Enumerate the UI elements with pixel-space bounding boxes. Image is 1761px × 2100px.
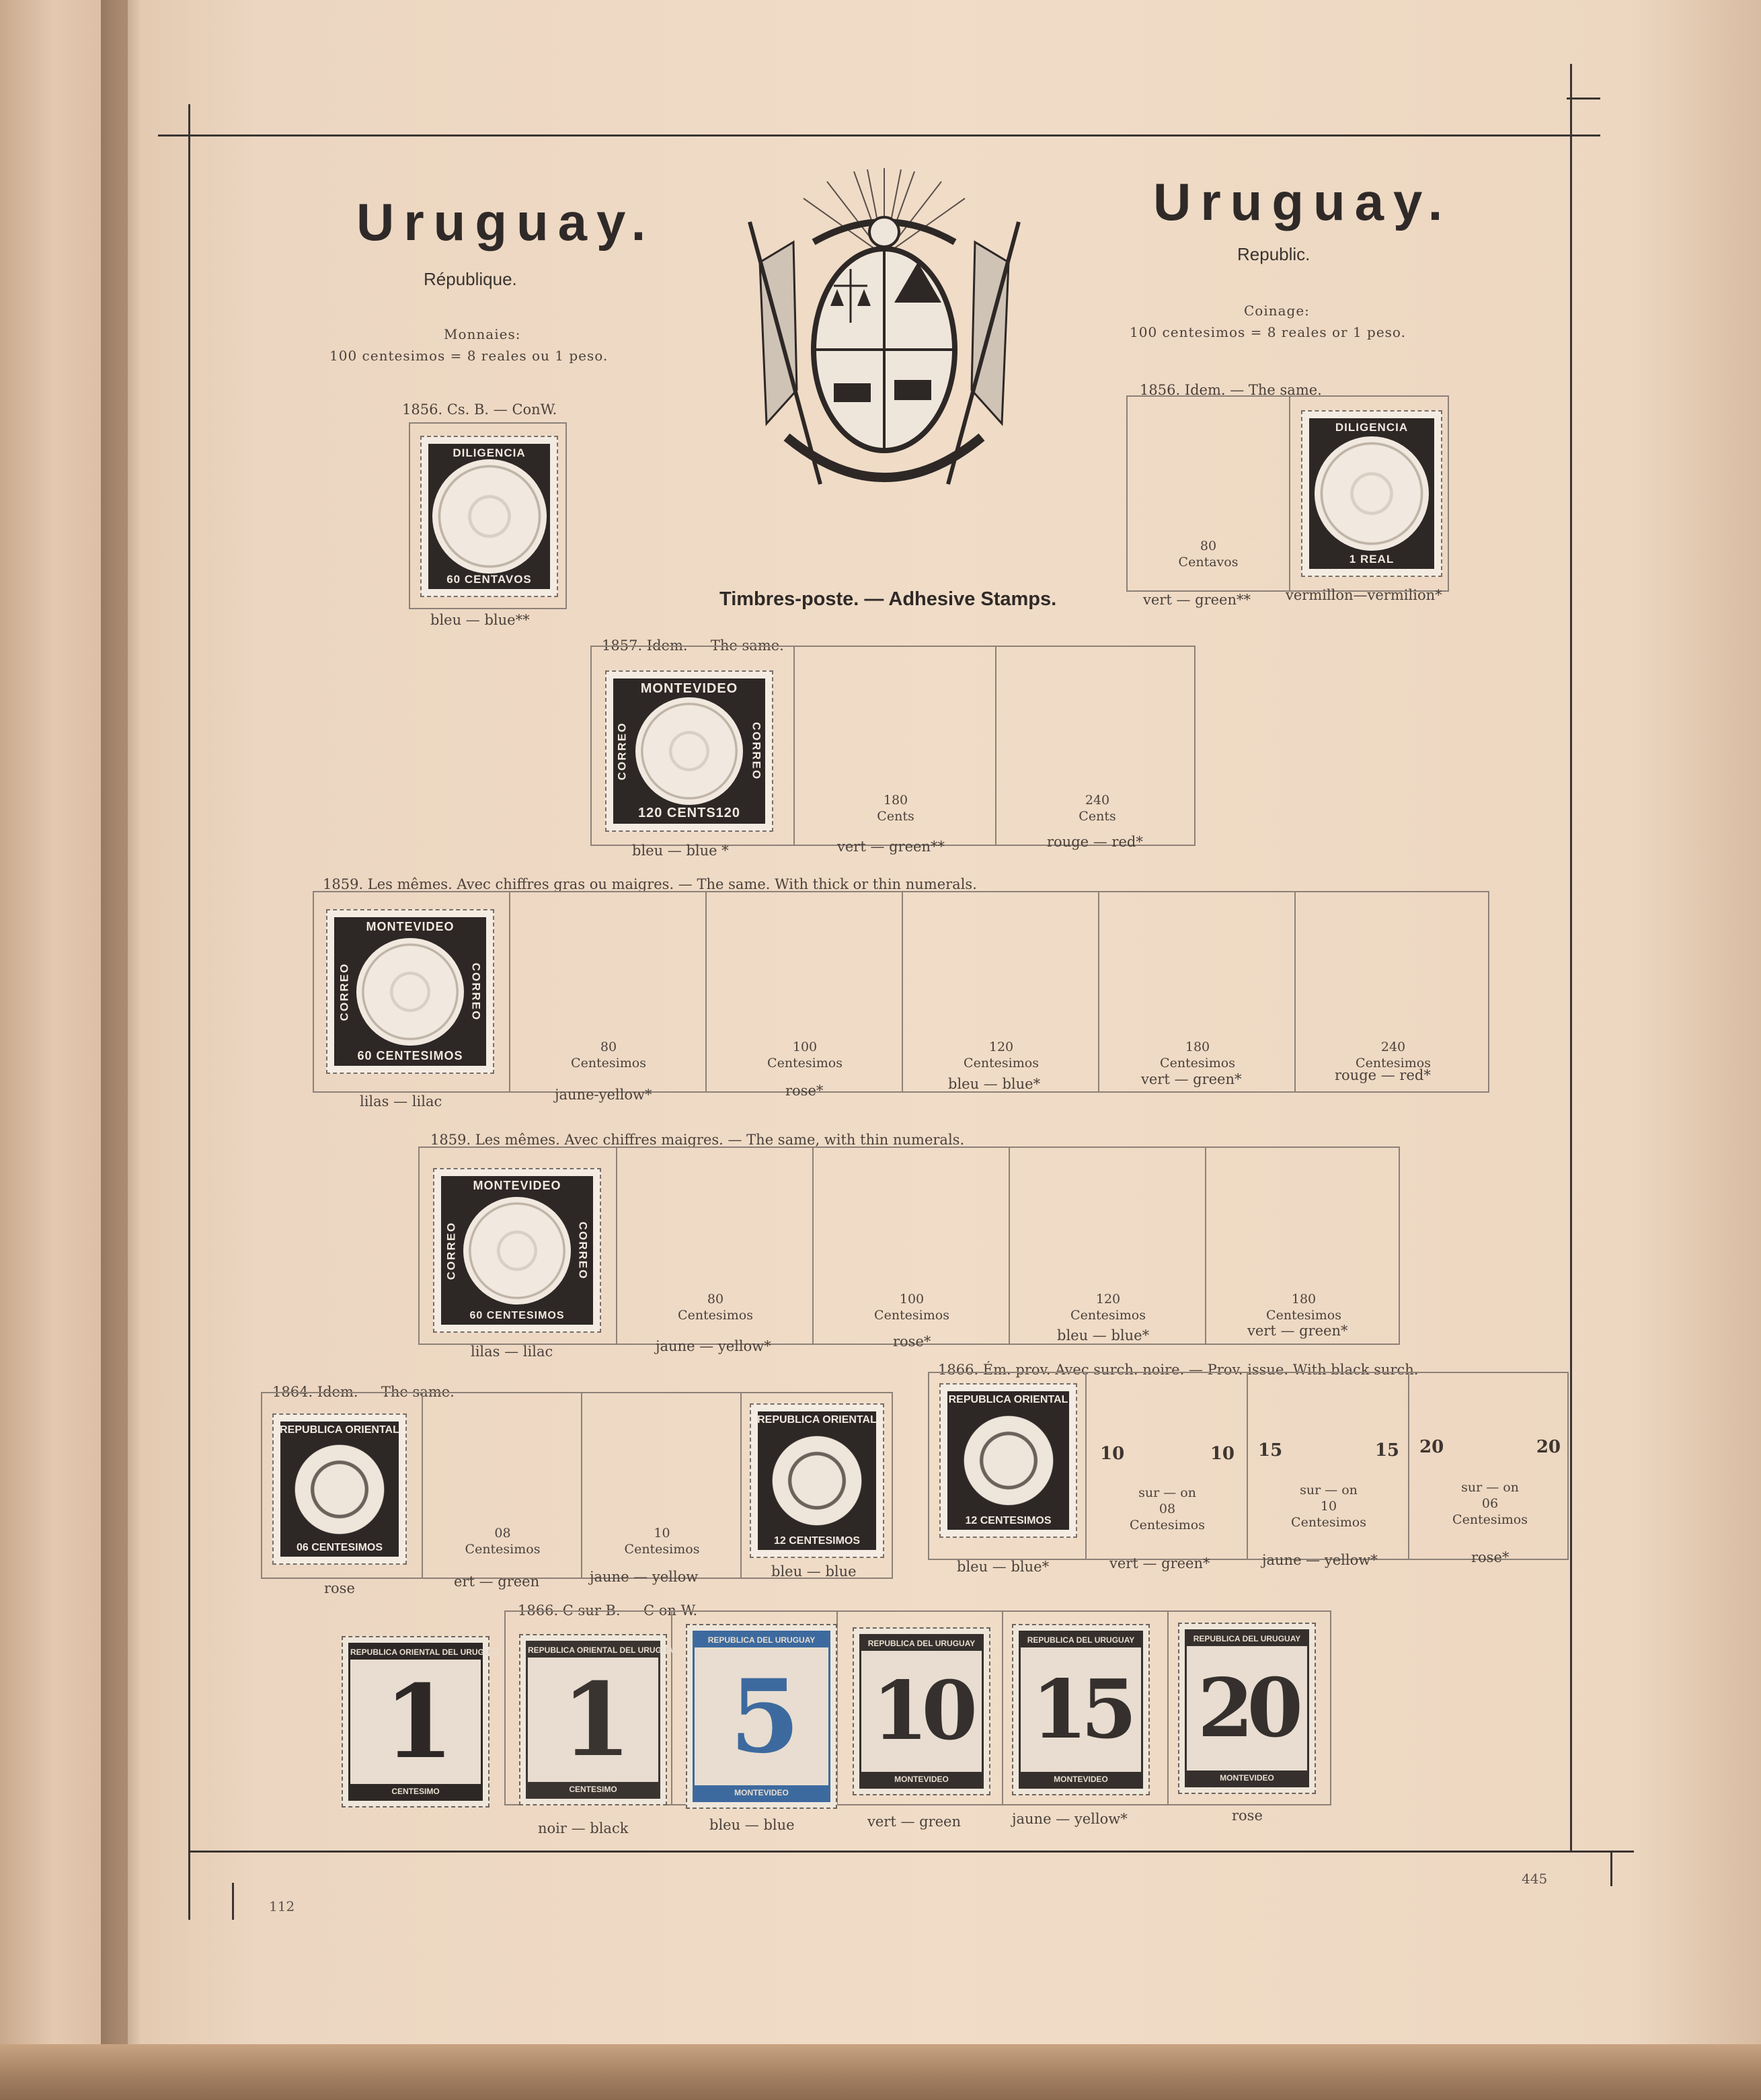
stamp-1864-06-centesimos (272, 1413, 407, 1565)
book-bottom-edge (0, 2044, 1761, 2100)
row-1856-color-label: bleu — blue** (430, 612, 530, 628)
stamp-1866-numeral-10 (853, 1627, 990, 1795)
stamp-1856-60-centavos (420, 436, 558, 597)
sun-emblem (432, 459, 547, 574)
right-page-number: 445 (1522, 1871, 1548, 1887)
row-1866b-color-6: rose (1232, 1807, 1263, 1824)
slot-unit: Centesimos (1356, 1056, 1431, 1071)
stamp-numeral: 1 (383, 1662, 448, 1781)
stamp-frame-1864 (261, 1392, 893, 1579)
bottom-border-rule (188, 1851, 1634, 1853)
left-subtitle: République. (424, 269, 517, 289)
stamp-bottom-text: 1 REAL (1349, 553, 1395, 566)
empty-slot-100-centesimos (705, 892, 903, 1091)
surcharge-slot-10 (1085, 1373, 1248, 1559)
stamp-top-text: DILIGENCIA (1335, 421, 1409, 434)
row-1864-color-4: bleu — blue (771, 1563, 857, 1580)
stamp-top-band: REPUBLICA ORIENTAL DEL URUGUAY (350, 1645, 481, 1660)
sur-text: sur — on (1138, 1485, 1196, 1500)
stamp-bottom-band: MONTEVIDEO (1187, 1771, 1307, 1785)
stamp-color-label: vermillon—vermilion* (1286, 587, 1442, 603)
stamp-frame (859, 1634, 984, 1789)
row-1856b-caption: 1856. Idem. — The same. (1140, 382, 1322, 398)
surcharge-number-right: 10 (1210, 1444, 1235, 1464)
stamp-numeral: 5 (730, 1657, 793, 1776)
stamp-1859-60-centesimos-thin (433, 1168, 601, 1333)
row-1866b-caption: 1866. C sur B. — C on W. (518, 1602, 698, 1619)
surcharge-number-left: 10 (1100, 1444, 1125, 1464)
surcharge-number-right: 20 (1536, 1437, 1561, 1457)
empty-slot-180-cents (793, 647, 996, 845)
stamp-frame-1866a (928, 1372, 1569, 1560)
stamp-bottom-band: CENTESIMO (528, 1782, 658, 1797)
stamp-arc-text: REPUBLICA ORIENTAL (280, 1424, 399, 1436)
slot-value: 10 (1320, 1499, 1337, 1514)
stamp-top-band: REPUBLICA DEL URUGUAY (861, 1636, 982, 1651)
left-currency-value: 100 centesimos = 8 reales ou 1 peso. (329, 348, 609, 364)
stamp-bottom-text: 12 CENTESIMOS (773, 1535, 861, 1547)
empty-slot-100-centesimos (812, 1148, 1010, 1344)
slot-value: 180 (883, 793, 908, 808)
stamp-top-band: REPUBLICA ORIENTAL DEL URUGUAY (528, 1643, 658, 1658)
sun-emblem (635, 697, 743, 805)
stamp-bottom-band: MONTEVIDEO (695, 1785, 828, 1800)
right-subtitle: Republic. (1237, 244, 1310, 264)
stamp-1866-numeral-5 (686, 1624, 837, 1809)
right-border-rule (1570, 64, 1572, 1853)
row-1864-color-2: ert — green (454, 1573, 540, 1590)
stamp-bottom-text: 12 CENTESIMOS (965, 1515, 1052, 1526)
row-1857-color-2: vert — green** (837, 839, 945, 855)
row-1859b-color-2: jaune — yellow* (656, 1338, 771, 1354)
empty-slot-08-centesimos (422, 1393, 582, 1578)
left-page-number: 112 (269, 1898, 295, 1914)
coat-emblem (289, 1439, 390, 1540)
sun-emblem (356, 938, 464, 1046)
surcharge-slot-15 (1247, 1373, 1409, 1559)
left-currency-label: Monnaies: (444, 326, 521, 342)
stamp-bottom-band: MONTEVIDEO (861, 1772, 982, 1787)
stamp-frame-1859a (313, 891, 1489, 1093)
stamp-left-text: CORREO (615, 722, 629, 781)
row-1859a-color-4: bleu — blue* (948, 1076, 1041, 1092)
slot-value: 120 (988, 1040, 1014, 1054)
slot-value: 120 (1095, 1292, 1121, 1307)
slot-unit: Centesimos (874, 1308, 949, 1323)
stamp-left-text: CORREO (338, 962, 351, 1021)
row-1859b-caption: 1859. Les mêmes. Avec chiffres maigres. — The same, with thin numerals. (430, 1132, 965, 1148)
slot-value: 240 (1085, 793, 1110, 808)
sun-emblem (1315, 436, 1429, 551)
slot-unit: Centesimos (1130, 1518, 1205, 1532)
stamp-1866-12-centesimos (939, 1383, 1077, 1538)
row-1859a-color-3: rose* (785, 1083, 824, 1099)
stamp-1866-numeral-20 (1178, 1623, 1316, 1794)
coat-emblem (958, 1410, 1059, 1511)
slot-unit: Centesimos (1266, 1308, 1341, 1323)
sur-text: sur — on (1461, 1480, 1519, 1495)
slot-unit: Cents (877, 809, 914, 824)
stamp-1859-60-centesimos (326, 909, 494, 1074)
row-1859b-color-5: vert — green* (1247, 1323, 1348, 1339)
row-1859a-color-2: jaune-yellow* (555, 1087, 652, 1103)
row-1859a-color-5: vert — green* (1141, 1071, 1242, 1087)
empty-slot-80-centesimos (616, 1148, 814, 1344)
stamp-bottom-text: 60 CENTESIMOS (469, 1310, 565, 1321)
stamp-frame (526, 1641, 678, 1799)
row-1866a-color-3: jaune — yellow* (1262, 1552, 1378, 1568)
stamp-numeral: 15 (1031, 1662, 1130, 1757)
stamp-numeral: 1 (561, 1660, 625, 1779)
stamp-1866-numeral-15 (1012, 1624, 1150, 1795)
row-1859b-color-3: rose* (893, 1333, 931, 1350)
stamp-numeral: 10 (872, 1664, 971, 1758)
stamp-frame-1856 (409, 422, 567, 609)
sun-emblem (463, 1197, 571, 1305)
right-title: Uruguay. (1153, 172, 1452, 231)
slot-value: 08 (494, 1526, 511, 1541)
stamp-top-band: REPUBLICA DEL URUGUAY (695, 1633, 828, 1647)
stamp-top-text: MONTEVIDEO (366, 920, 455, 933)
slot-value: 08 (1159, 1502, 1176, 1516)
surcharge-number-left: 20 (1419, 1437, 1444, 1457)
stamp-1866-numeral-1 (519, 1634, 678, 1805)
slot-value: 100 (792, 1040, 818, 1054)
stamp-right-text: CORREO (750, 722, 763, 781)
slot-unit: Centesimos (964, 1056, 1039, 1071)
row-1857-caption: 1857. Idem. — The same. (602, 637, 784, 654)
slot-unit: Centesimos (1160, 1056, 1235, 1071)
surcharge-number-left: 15 (1258, 1440, 1283, 1461)
slot-unit: Centesimos (1452, 1512, 1528, 1527)
row-1866b-color-3: bleu — blue (709, 1817, 795, 1833)
stamp-arc-text: REPUBLICA ORIENTAL (757, 1414, 877, 1426)
bottom-left-tick (232, 1883, 234, 1920)
row-1866a-caption: 1866. Ém. prov. Avec surch. noire. — Prov. issue. With black surch. (938, 1362, 1419, 1378)
stamp-1857-120-cents (605, 670, 773, 832)
empty-slot-80-centavos (1128, 397, 1289, 590)
empty-slot-240-cents (995, 647, 1198, 845)
slot-unit: Centesimos (624, 1542, 700, 1557)
row-1866a-color-4: rose* (1471, 1549, 1510, 1565)
slot-value: 80 (707, 1292, 724, 1307)
empty-slot-240-centesimos (1294, 892, 1491, 1091)
row-1859a-color-6: rouge — red* (1335, 1067, 1431, 1083)
left-border-rule (188, 104, 190, 1920)
slot-unit: Centesimos (767, 1056, 843, 1071)
row-1859a-color-1: lilas — lilac (360, 1093, 442, 1110)
slot-unit: Centesimos (1291, 1515, 1366, 1530)
slot-unit: Centesimos (678, 1308, 753, 1323)
row-1864-color-3: jaune — yellow (590, 1569, 699, 1585)
empty-slot-120-centesimos (902, 892, 1099, 1091)
slot-unit: Centesimos (571, 1056, 646, 1071)
stamp-top-text: DILIGENCIA (453, 446, 526, 459)
row-1859b-color-1: lilas — lilac (471, 1344, 553, 1360)
stamp-top-band: REPUBLICA DEL URUGUAY (1187, 1631, 1307, 1646)
stamp-numeral: 20 (1198, 1660, 1296, 1756)
stamp-frame-1859b (418, 1146, 1400, 1345)
slot-value: 180 (1185, 1040, 1210, 1054)
stamp-frame-1856b (1126, 395, 1449, 592)
stamp-bottom-text: 60 CENTAVOS (446, 573, 532, 586)
row-1859b-color-4: bleu — blue* (1057, 1327, 1150, 1344)
stamp-right-text: CORREO (469, 962, 483, 1021)
sur-text: sur — on (1300, 1483, 1358, 1498)
slot-value: 80 (1200, 539, 1217, 553)
stamp-frame (693, 1631, 830, 1802)
row-1866b-color-4: vert — green (867, 1814, 961, 1830)
stamp-frame (1185, 1629, 1309, 1787)
right-currency-label: Coinage: (1244, 303, 1310, 319)
right-currency-value: 100 centesimos = 8 reales or 1 peso. (1130, 324, 1406, 340)
empty-slot-180-centesimos (1205, 1148, 1401, 1344)
empty-slot-10-centesimos (581, 1393, 742, 1578)
slot-unit: Centesimos (465, 1542, 541, 1557)
coat-emblem (767, 1430, 867, 1531)
stamp-arc-text: REPUBLICA ORIENTAL (948, 1394, 1068, 1405)
stamp-frame (348, 1643, 501, 1801)
section-heading: Timbres-poste. — Adhesive Stamps. (719, 588, 1057, 610)
empty-slot-180-centesimos (1098, 892, 1296, 1091)
stamp-right-text: CORREO (576, 1221, 590, 1280)
slot-value: 10 (654, 1526, 670, 1541)
slot-value: 100 (899, 1292, 925, 1307)
empty-slot-120-centesimos (1009, 1148, 1206, 1344)
row-1866b-color-1: noir — black (538, 1820, 629, 1836)
left-title: Uruguay. (356, 192, 656, 251)
surcharge-number-right: 15 (1374, 1440, 1399, 1461)
stamp-bottom-text: 120 CENTS120 (637, 806, 741, 820)
row-1856-caption: 1856. Cs. B. — ConW. (402, 401, 557, 418)
stamp-bottom-band: MONTEVIDEO (1021, 1772, 1141, 1787)
empty-slot-80-centesimos (509, 892, 707, 1091)
stamp-1866-numeral-1 (342, 1636, 501, 1807)
row-1864-caption: 1864. Idem. — The same. (272, 1384, 455, 1400)
stamp-1856-1-real (1301, 410, 1442, 577)
stamp-1864-12-centesimos (750, 1403, 884, 1558)
slot-value: 80 (600, 1040, 617, 1054)
top-border-rule (158, 134, 1600, 137)
slot-color-label: vert — green** (1143, 592, 1251, 608)
bottom-right-tick (1610, 1853, 1612, 1886)
row-1857-color-1: bleu — blue * (632, 843, 729, 859)
slot-unit: Centesimos (1070, 1308, 1146, 1323)
row-1866a-color-1: bleu — blue* (957, 1559, 1050, 1575)
stamp-bottom-text: 06 CENTESIMOS (296, 1542, 383, 1553)
stamp-top-band: REPUBLICA DEL URUGUAY (1021, 1633, 1141, 1647)
stamp-left-text: CORREO (444, 1221, 458, 1280)
stamp-frame-1857 (590, 646, 1196, 846)
slot-value: 180 (1291, 1292, 1317, 1307)
row-1859a-caption: 1859. Les mêmes. Avec chiffres gras ou maigres. — The same. With thick or thin numerals. (323, 876, 977, 892)
book-spine-shadow (101, 0, 141, 2100)
stamp-top-text: MONTEVIDEO (640, 681, 738, 696)
coat-of-arms-emblem (733, 168, 1035, 518)
stamp-frame (1019, 1631, 1143, 1789)
row-1857-color-3: rouge — red* (1047, 834, 1143, 850)
slot-value: 240 (1380, 1040, 1406, 1054)
slot-value: 06 (1481, 1496, 1499, 1511)
slot-unit: Centavos (1178, 555, 1239, 570)
surcharge-slot-20 (1408, 1373, 1571, 1559)
slot-unit: Cents (1079, 809, 1116, 824)
stamp-top-text: MONTEVIDEO (473, 1179, 561, 1192)
stamp-bottom-text: 60 CENTESIMOS (357, 1049, 463, 1062)
row-1864-color-1: rose (324, 1580, 355, 1596)
stamp-bottom-band: CENTESIMO (350, 1784, 481, 1799)
row-1866b-color-5: jaune — yellow* (1012, 1811, 1128, 1827)
row-1866a-color-2: vert — green* (1109, 1555, 1210, 1571)
